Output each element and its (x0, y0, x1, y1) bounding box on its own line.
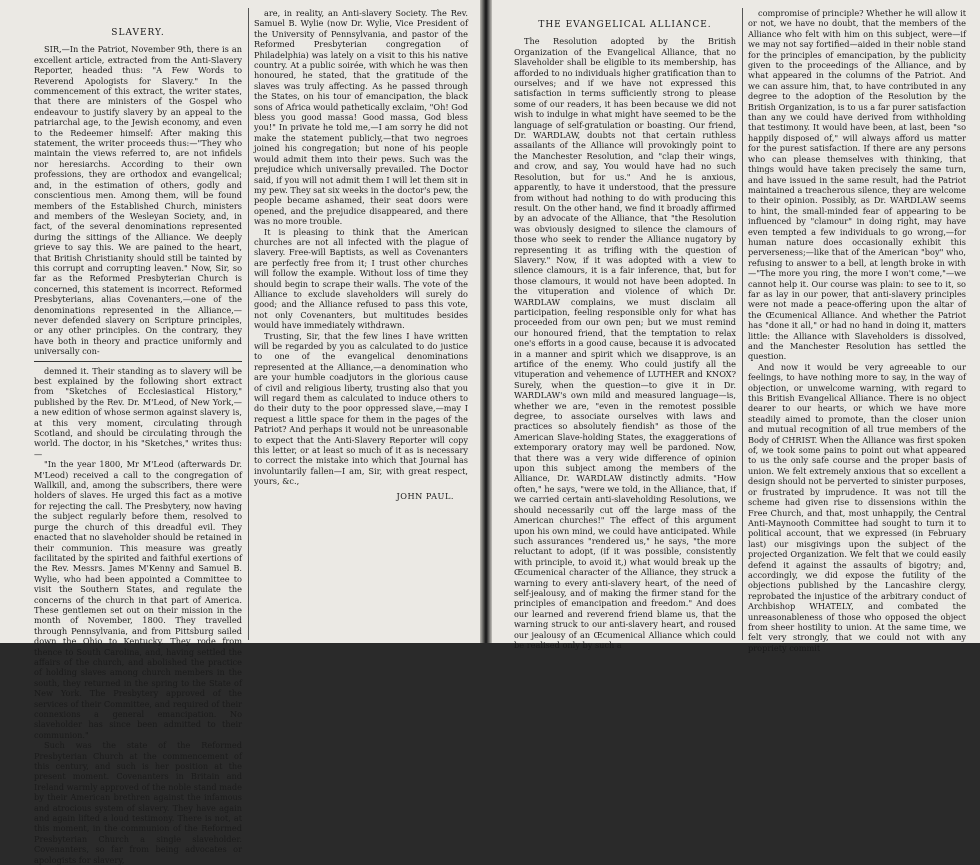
alliance-paragraph-3: And now it would be very agreeable to our feelings, to have nothing more to say, in the way of objection, or unwelcome warning, with regard to this British Evangelical Alliance. There is no object dearer to our hearts, or which we have more steadily aimed to promote, than the closer union and mutual recognition of all true members of the Body of CHRIST. When the Alliance was first spoken of, we took some pains to point out what appeared to us the only safe course and the proper basis of union. We felt extremely anxious that so excellent a design should not be perverted to sinister purposes, or frustrated by imprudence. It was not till the scheme had given rise to dissensions within the Free Church, and that, most unhappily, the Central Anti-Maynooth Committee had sought to turn it to political account, that we expressed (in February last) our misgivings upon the subject of the projected Organization. We felt that we could easily defend it against the assaults of bigotry; and, accordingly, we did expose the futility of the objections published by the Lancashire clergy, reprobated the injustice of the arbitrary conduct of Archbishop WHATELY, and combated the unreasonableness of those who opposed the object from sheer hostility to union. At the same time, we felt very strongly, that we could not with any propriety commit (748, 361, 966, 653)
slavery-quote-paragraph: "In the year 1800, Mr M'Leod (afterwards Dr. M'Leod) received a call to the congregation of Wallkill, and, among the subscribers, there were holders of slaves. He urged this fact as a motive for rejecting the call. The Presbytery, now having the subject regularly before them, resolved to purge the church of this dreadful evil. They enacted that no slaveholder should be retained in their communion. This measure was greatly facilitated by the spirited and faithful exertions of the Rev. Messrs. James M'Kenny and Samuel B. Wylie, who had been appointed a Committee to visit the Southern States, and regulate the concerns of the church in that part of America. These gentlemen set out on their mission in the month of November, 1800. They travelled through Pennsylvania, and from Pittsburg sailed down the Ohio to Kentucky. They rode from thence to South Carolina, and, having settled the affairs of the church, and abolished the practice of holding slaves among church members in the south, they returned in the spring to the State of New York. The Presbytery approved of the services of their Committee, and required of their connexions a general emancipation. No slaveholder has since been admitted to their communion." (34, 459, 242, 740)
letter-paragraph-3: Trusting, Sir, that the few lines I have written will be regarded by you as calculated to do justice to one of the evangelical denominations represented at the Alliance,—a denomination who are your humble coadjutors in the glorious cause of civil and religious liberty, trusting also that you will regard them as calculated to induce others to do their duty to the poor oppressed slave,—may I request a little space for them in the pages of the Patriot? And perhaps it would not be unreasonable to expect that the Anti-Slavery Reporter will copy this letter, or at least so much of it as is necessary to correct the mistake into which that Journal has involuntarily fallen—I am, Sir, with great respect, yours, &c., (254, 330, 468, 487)
letter-paragraph-1: are, in reality, an Anti-slavery Society. The Rev. Samuel B. Wylie (now Dr. Wylie, Vice President of the University of Pennsylvania, and pastor of the Reformed Presbyterian congregation of Philadelphia) was lately on a visit to this his native country. At a public soirée, with which he was then honoured, he stated, that the gratitude of the slaves was truly affecting. As he passed through the States, on his tour of emancipation, the black sons of Africa would pathetically exclaim, "Oh! God bless you good massa! Good massa, God bless you!" In private he told me,—I am sorry he did not make the statement publicly,—that two negroes joined his congregation; but none of his people would admit them into their pews. Such was the prejudice which universally prevailed. The Doctor said, if you will not admit them I will let them sit in my pew. They sat six weeks in the doctor's pew, the people became ashamed, their seat doors were opened, and the prejudice disappeared, and there was no more trouble. (254, 8, 468, 227)
left-column-2 (254, 8, 468, 640)
alliance-paragraph-2: compromise of principle? Whether he will allow it or not, we have no doubt, that the members of the Alliance who felt with him on this subject, were—if we may not say fortified—aided in their noble stand for the principles of emancipation, by the publicity given to the proceedings of the Alliance, and by what appeared in the columns of the Patriot. And we can assure him, that, to have contributed in any degree to the adoption of the Resolution by the British Organization, is to us a far purer satisfaction than any we could have derived from withholding that testimony. It would have been, at last, been "so happily disposed of," will always afford us matter for the purest satisfaction. If there are any persons who can please themselves with thinking, that things would have taken precisely the same turn, and have issued in the same result, had the Patriot maintained a treacherous silence, they are welcome to their opinion. Possibly, as Dr. WARDLAW seems to hint, the small-minded fear of appearing to be influenced by "clamour" in doing right, may have even tempted a few individuals to go wrong,—for human nature does occasionally exhibit this perverseness;—like that of the American "boy" who, refusing to answer to a bell, at length broke in with—"The more you ring, the more I won't come,"—we cannot help it. Our course was plain: to see to it, so far as lay in our power, that anti-slavery principles were not made a peace-offering upon the altar of the Œcumenical Alliance. And whether the Patriot has "done it all," or had no hand in doing it, matters little: the Alliance with Slaveholders is dissolved, and the Manchester Resolution has settled the question. (748, 8, 966, 362)
left-page (0, 0, 480, 865)
letter-signature: JOHN PAUL. (396, 490, 454, 501)
slavery-paragraph-4: Such was the state of the Reformed Presbyterian Church at the commencement of this century, and such is her position at the present moment. Covenanters in Britain and Ireland warmly approved of the noble stand made by their American brethren against the infamous and atrocious system of slavery. They have again and again lifted a loud testimony. There is not, at this moment, in the communion of the Reformed Presbyterian Church a single slaveholder. Covenanters, so far from being advocates or apologists for slavery, (34, 740, 242, 865)
slavery-paragraph-2: demned it. Their standing as to slavery will be best explained by the following short extract from "Sketches of Ecclesiastical History," published by the Rev. Dr. M'Leod, of New York,—a new edition of whose sermon against slavery is, at this very moment, circulating through Scotland, and should be circulating through the world. The doctor, in his "Sketches," writes thus:— (34, 365, 242, 459)
alliance-heading: THE EVANGELICAL ALLIANCE. (538, 20, 712, 30)
letter-paragraph-2: It is pleasing to think that the American churches are not all infected with the plague of slavery. Free-will Baptists, as well as Covenanters are perfectly free from it; I trust other churches will follow the example. Without loss of time they should begin to scrape their walls. The vote of the Alliance to exclude slaveholders will surely do good; and the Alliance refused to pass this vote, not only Covenanters, but multitudes besides would have immediately withdrawn. (254, 226, 468, 331)
slavery-paragraph-1: SIR,—In the Patriot, November 9th, there is an excellent article, extracted from the Anti-Slavery Reporter, headed thus: "A Few Words to Reverend Apologists for Slavery." In the commencement of this extract, the writer states, that there are ministers of the Gospel who endeavour to justify slavery by an appeal to the patriarchal age, to the Jewish economy, and even to the Redeemer himself: After making this statement, the writer proceeds thus:—"They who maintain the views referred to, are not infidels nor heresiarchs. According to their own professions, they are orthodox and evangelical; and, in the estimation of others, godly and conscientious men. Among them, will be found members of the Established Church, ministers and members of the Wesleyan Society, and, in fact, of the several denominations represented during the sittings of the Alliance. We deeply grieve to say this. We are pained to the heart, that British Christianity should still be tainted by this corrupt and corrupting leaven." Now, Sir, so far as the Reformed Presbyterian Church is concerned, this statement is incorrect. Reformed Presbyterians, alias Covenanters,—one of the denominations represented in the Alliance,—never defended slavery on Scripture principles, or any other principles. On the contrary, they have both in theory and practice uniformly and universally con- (34, 44, 242, 357)
right-column-2 (748, 8, 966, 653)
left-column-1 (34, 8, 242, 865)
right-column-1 (514, 8, 736, 650)
book-gutter (480, 0, 492, 643)
section-rule (34, 361, 242, 362)
alliance-paragraph-1: The Resolution adopted by the British Organization of the Evangelical Alliance, that no Slaveholder shall be eligible to its membership, has afforded to no individuals higher gratification than to ourselves; and if we have not expressed this satisfaction in terms sufficiently strong to please some of our readers, it has been because we did not wish to indulge in what might have seemed to be the language of self-gratulation or boasting. Our friend, Dr. WARDLAW, doubts not that certain ruthless assailants of the Alliance will provokingly point to the Manchester Resolution, and "clap their wings, and crow, and say, You would have had no such Resolution, but for us." And he is anxious, apparently, to have it understood, that the pressure from without had nothing to do with producing this result. On the other hand, we find it broadly affirmed by an advocate of the Alliance, that "the Resolution was obviously designed to silence the clamours of those who seek to render the Alliance nugatory by representing it as trifling with the question of Slavery." Now, if it was adopted with a view to silence clamours, it is a fair inference, that, but for those clamours, it would not have been adopted. In the vituperation and violence of which Dr. WARDLAW complains, we must disclaim all participation, feeling responsible only for what has proceeded from our own pen; but we must remind our honoured friend, that the temptation to relax one's efforts in a good cause, because it is advocated in a manner and spirit which we disapprove, is an artifice of the enemy. Who could justify all the vituperation and vehemence of LUTHER and KNOX? Surely, when the question—to give it in Dr. WARDLAW's own mild and measured language—is, whether we are, "even in the remotest possible degree, to associate ourselves with laws and practices so absolutely fiendish" as those of the American Slave-holding States, the exaggerations of extemporary oratory may well be pardoned. Now, that there was a very wide difference of opinion upon this subject among the members of the Alliance, Dr. WARDLAW distinctly admits. "How often," he says, "were we told, in the Alliance, that, if we carried certain anti-slaveholding Resolutions, we should necessarily cut off the large mass of the American churches!" The effect of this argument upon his own mind, we could have anticipated. While such assurances "rendered us," he says, "the more reluctant to adopt, (if it was possible, consistently with principle, to avoid it,) what would break up the Œcumenical character of the Alliance, they struck a warning to every anti-slavery heart, of the need of self-jealousy, and of making the firmer stand for the principles of emancipation and freedom." And does our learned and reverend friend blame us, that the warning struck to our anti-slavery heart, and roused our jealousy of an Œcumenical Alliance which could be realised only by such a (514, 36, 736, 650)
column-divider (248, 8, 249, 640)
slavery-heading: SLAVERY. (111, 28, 165, 38)
column-divider-right (742, 8, 743, 640)
right-page (492, 0, 980, 653)
